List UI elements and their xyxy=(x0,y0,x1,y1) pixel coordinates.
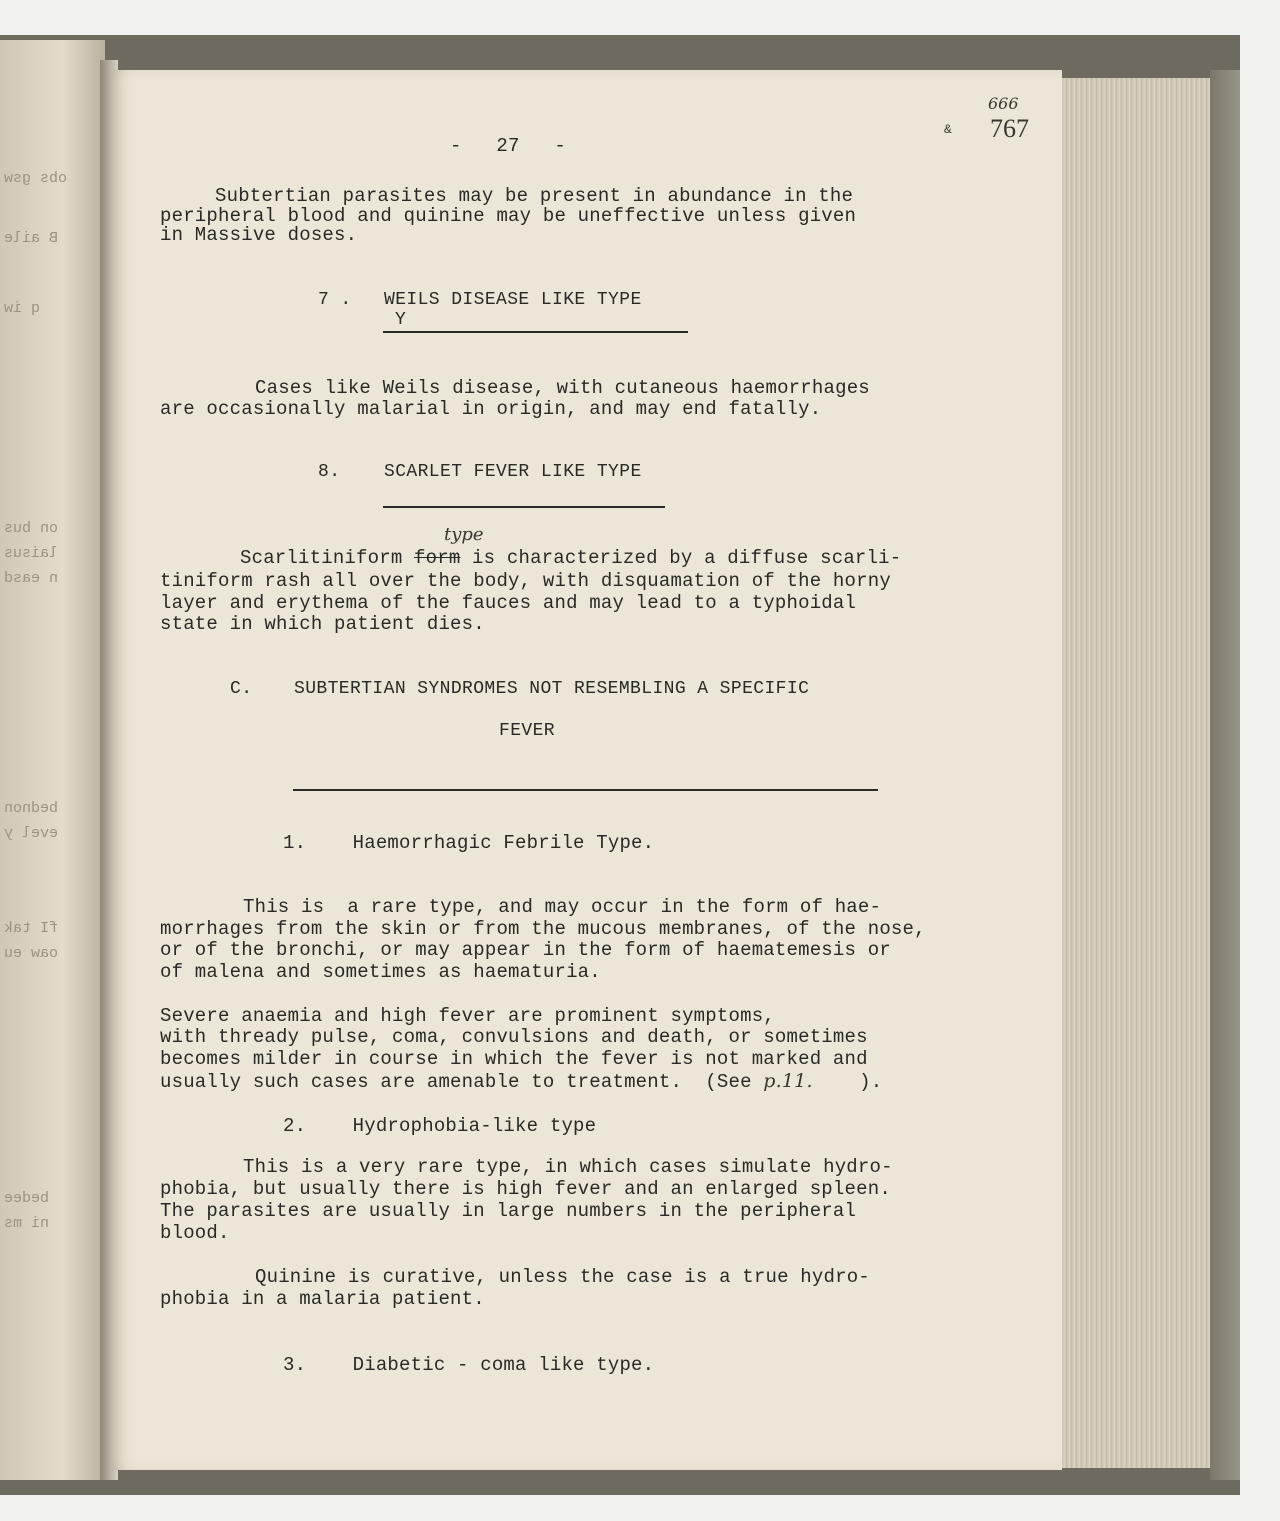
section-7-underline xyxy=(383,331,688,333)
section-8-line-1-end: is characterized by a diffuse scarli- xyxy=(460,547,902,569)
intro-line-1: Subtertian parasites may be present in abundance in the xyxy=(215,185,854,207)
section-8-underline xyxy=(383,506,665,508)
section-7-line-1: Cases like Weils disease, with cutaneous haemorrhages xyxy=(255,377,870,399)
section-8-line-2: tiniform rash all over the body, with disquamation of the horny xyxy=(160,570,891,592)
subsection-2-p2-line-1: Quinine is curative, unless the case is a true hydro- xyxy=(255,1266,870,1288)
section-8-line-1-start: Scarlitiniform xyxy=(240,547,415,569)
subsection-2-p1-line-2: phobia, but usually there is high fever and an enlarged spleen. xyxy=(160,1178,891,1200)
struck-word-form: form xyxy=(414,547,461,569)
document-page xyxy=(112,70,1062,1470)
section-7-title: WEILS DISEASE LIKE TYPE xyxy=(384,290,642,310)
intro-line-2: peripheral blood and quinine may be uneffective unless given xyxy=(160,205,857,227)
book-spine xyxy=(1210,70,1240,1480)
page-number: - 27 - xyxy=(450,135,567,157)
section-c-title-1: SUBTERTIAN SYNDROMES NOT RESEMBLING A SPECIFIC xyxy=(294,679,810,699)
handwritten-page-reference: p.11. xyxy=(763,1070,813,1092)
subsection-1-p2-line-2: with thready pulse, coma, convulsions and death, or sometimes xyxy=(160,1026,868,1048)
section-c-underline xyxy=(293,789,878,791)
page-edges xyxy=(1058,78,1220,1468)
subsection-1-p1-line-4: of malena and sometimes as haematuria. xyxy=(160,961,601,983)
subsection-2-p1-line-3: The parasites are usually in large numbers in the peripheral xyxy=(160,1200,857,1222)
subsection-1-p2-line-3: becomes milder in course in which the fever is not marked and xyxy=(160,1048,868,1070)
subsection-1-p2-line-4 xyxy=(160,1071,882,1093)
section-7-number: 7 . xyxy=(318,290,352,310)
subsection-1-p2-line-4-end: ). xyxy=(812,1071,883,1093)
stamped-page-number: 767 xyxy=(990,114,1029,143)
section-7-line-2: are occasionally malarial in origin, and may end fatally. xyxy=(160,398,822,420)
subsection-1-p2-line-4-start: usually such cases are amenable to treatment. (See xyxy=(160,1071,764,1093)
pencil-page-number: 666 xyxy=(988,94,1019,113)
subsection-1-p1-line-2: morrhages from the skin or from the mucous membranes, of the nose, xyxy=(160,918,926,940)
subsection-2-p1-line-1: This is a very rare type, in which cases simulate hydro- xyxy=(243,1156,893,1178)
subsection-1-p1-line-3: or of the bronchi, or may appear in the form of haematemesis or xyxy=(160,939,891,961)
left-page-edge: obs gsw B aile q iw on bus laisus n easd bednon evel y fI tak oaw eu bedee ni ms xyxy=(0,40,105,1480)
intro-line-3: in Massive doses. xyxy=(160,224,358,246)
handwritten-insert-type: type xyxy=(444,524,484,545)
ampersand-mark: & xyxy=(944,122,952,137)
subsection-1-p2-line-1: Severe anaemia and high fever are prominent symptoms, xyxy=(160,1005,775,1027)
subsection-3-heading: 3. Diabetic - coma like type. xyxy=(283,1354,655,1376)
subsection-1-p1-line-1: This is a rare type, and may occur in the form of hae- xyxy=(243,896,882,918)
section-8-line-1 xyxy=(240,548,901,569)
section-7-typo-mark: Y xyxy=(395,310,407,330)
section-8-title: SCARLET FEVER LIKE TYPE xyxy=(384,462,642,482)
section-8-line-4: state in which patient dies. xyxy=(160,613,485,635)
subsection-2-heading: 2. Hydrophobia-like type xyxy=(283,1115,597,1137)
section-8-line-3: layer and erythema of the fauces and may lead to a typhoidal xyxy=(160,592,857,614)
section-c-title-2: FEVER xyxy=(499,721,556,741)
section-c-letter: C. xyxy=(230,679,253,699)
subsection-1-heading: 1. Haemorrhagic Febrile Type. xyxy=(283,832,655,854)
subsection-2-p2-line-2: phobia in a malaria patient. xyxy=(160,1288,485,1310)
subsection-2-p1-line-4: blood. xyxy=(160,1222,230,1244)
section-8-number: 8. xyxy=(318,462,341,482)
